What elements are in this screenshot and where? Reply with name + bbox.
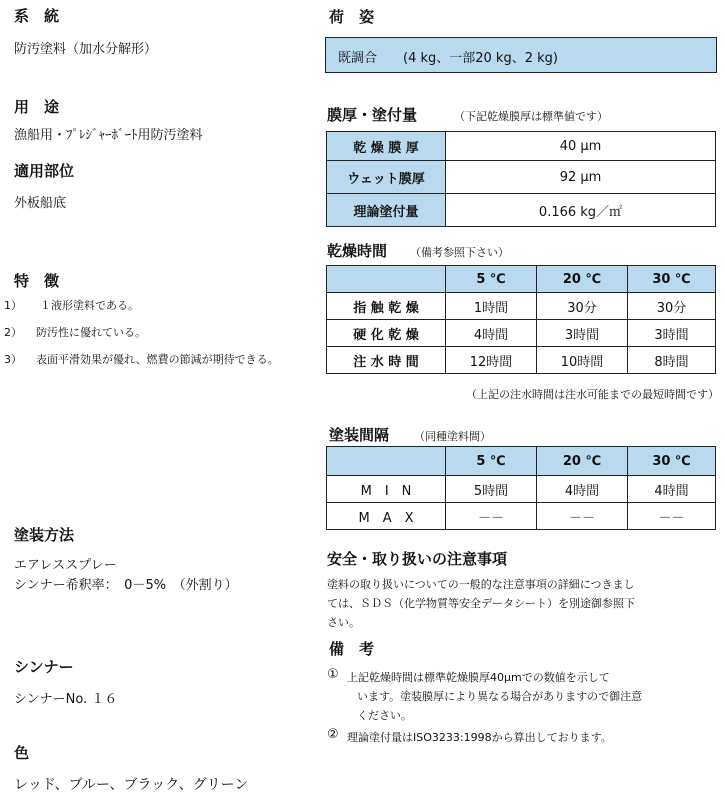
houhou-line2: シンナー希釈率： 0－5% （外割り）: [14, 578, 238, 593]
tokucho-heading: 特 徴: [14, 272, 60, 290]
anzen-heading: 安全・取り扱いの注意事項: [327, 550, 508, 568]
tokucho-item-2: 防汚性に優れている。: [36, 326, 146, 339]
kankaku-cell: 5時間: [446, 476, 537, 503]
kankaku-corner: [327, 447, 446, 476]
kanso-cell: 10時間: [537, 347, 628, 374]
kanso-temp: 20 ℃: [537, 266, 628, 293]
kanso-cell: 30分: [537, 293, 628, 320]
makuatsu-row: [327, 132, 716, 161]
kanso-temp: 5 ℃: [446, 266, 537, 293]
kankaku-cell: －－: [446, 503, 537, 530]
anzen-line: 塗料の取り扱いについての一般的な注意事項の詳細につきまし: [327, 578, 635, 591]
tokucho-num-1: 1）: [4, 299, 22, 312]
kanso-cell: 8時間: [628, 347, 716, 374]
kanso-label: 指 触 乾 燥: [327, 293, 446, 320]
makuatsu-table: [326, 131, 716, 227]
biko-line: います。塗装膜厚により異なる場合がありますので御注意: [357, 690, 643, 703]
keito-heading: 系 統: [14, 7, 60, 25]
kankaku-row: [327, 503, 716, 530]
tokucho-item-1: １液形塗料である。: [40, 299, 139, 312]
kanso-row: [327, 347, 716, 374]
tokucho-item-3: 表面平滑効果が優れ、燃費の節減が期待できる。: [36, 353, 279, 366]
kanso-footnote: （上記の注水時間は注水可能までの最短時間です）: [466, 388, 719, 401]
makuatsu-label: 乾 燥 膜 厚: [327, 132, 446, 161]
kanso-table: [326, 265, 716, 374]
keito-text: 防汚塗料（加水分解形）: [14, 42, 158, 57]
kanso-corner: [327, 266, 446, 293]
kanso-row: [327, 293, 716, 320]
houhou-line1: エアレススプレー: [14, 558, 117, 573]
houhou-heading: 塗装方法: [14, 526, 75, 544]
tokucho-num-3: 3）: [4, 353, 22, 366]
biko-line: 理論塗付量はISO3233:1998から算出しております。: [347, 731, 612, 744]
kanso-label: 硬 化 乾 燥: [327, 320, 446, 347]
color-text: レッド、ブルー、ブラック、グリーン: [14, 777, 249, 793]
kankaku-heading: 塗装間隔: [329, 426, 390, 444]
makuatsu-heading: 膜厚・塗付量: [327, 106, 418, 124]
kankaku-cell: －－: [628, 503, 716, 530]
kanso-temp: 30 ℃: [628, 266, 716, 293]
kanso-heading: 乾燥時間: [327, 242, 388, 260]
kankaku-table: [326, 446, 716, 530]
nisugata-box: [325, 37, 717, 73]
biko-heading: 備 考: [329, 640, 375, 658]
makuatsu-value: 40 μm: [446, 132, 716, 161]
makuatsu-row: [327, 194, 716, 227]
kankaku-cell: 4時間: [537, 476, 628, 503]
buui-heading: 適用部位: [14, 162, 75, 180]
kanso-note: （備考参照下さい）: [410, 246, 509, 259]
yoto-heading: 用 途: [14, 98, 60, 116]
kanso-header-row: [327, 266, 716, 293]
makuatsu-label: 理論塗付量: [327, 194, 446, 227]
biko-num-1: ①: [327, 667, 339, 682]
kankaku-row: [327, 476, 716, 503]
kankaku-temp: 30 ℃: [628, 447, 716, 476]
kanso-cell: 3時間: [537, 320, 628, 347]
nisugata-heading: 荷 姿: [329, 8, 375, 26]
kanso-cell: 3時間: [628, 320, 716, 347]
kankaku-temp: 5 ℃: [446, 447, 537, 476]
biko-line: 上記乾燥時間は標準乾燥膜厚40μmでの数値を示して: [347, 671, 610, 684]
kankaku-label: M A X: [327, 503, 446, 530]
kankaku-header-row: [327, 447, 716, 476]
biko-line: ください。: [357, 709, 412, 722]
thinner-text: シンナーNo. １６: [14, 692, 118, 707]
kanso-cell: 4時間: [446, 320, 537, 347]
kanso-row: [327, 320, 716, 347]
kanso-cell: 12時間: [446, 347, 537, 374]
kankaku-note: （同種塗料間）: [414, 430, 491, 443]
kankaku-cell: 4時間: [628, 476, 716, 503]
kankaku-label: M I N: [327, 476, 446, 503]
makuatsu-label: ウェット膜厚: [327, 161, 446, 194]
anzen-line: ては、ＳＤＳ（化学物質等安全データシート）を別途御参照下: [327, 597, 635, 610]
color-heading: 色: [14, 744, 30, 762]
buui-text: 外板船底: [14, 196, 67, 211]
makuatsu-row: [327, 161, 716, 194]
makuatsu-value: 0.166 kg／㎡: [446, 194, 716, 227]
kankaku-cell: －－: [537, 503, 628, 530]
kanso-cell: 30分: [628, 293, 716, 320]
kankaku-temp: 20 ℃: [537, 447, 628, 476]
anzen-line: さい。: [327, 616, 360, 629]
nisugata-text: 既調合 (4 kg、一部20 kg、2 kg): [338, 51, 558, 66]
thinner-heading: シンナー: [14, 658, 74, 676]
yoto-text: 漁船用・ﾌﾟﾚｼﾞｬｰﾎﾞｰﾄ用防汚塗料: [14, 128, 203, 143]
tokucho-num-2: 2）: [4, 326, 22, 339]
makuatsu-value: 92 μm: [446, 161, 716, 194]
biko-num-2: ②: [327, 727, 339, 742]
makuatsu-note: （下記乾燥膜厚は標準値です）: [454, 110, 608, 123]
kanso-cell: 1時間: [446, 293, 537, 320]
kanso-label: 注 水 時 間: [327, 347, 446, 374]
